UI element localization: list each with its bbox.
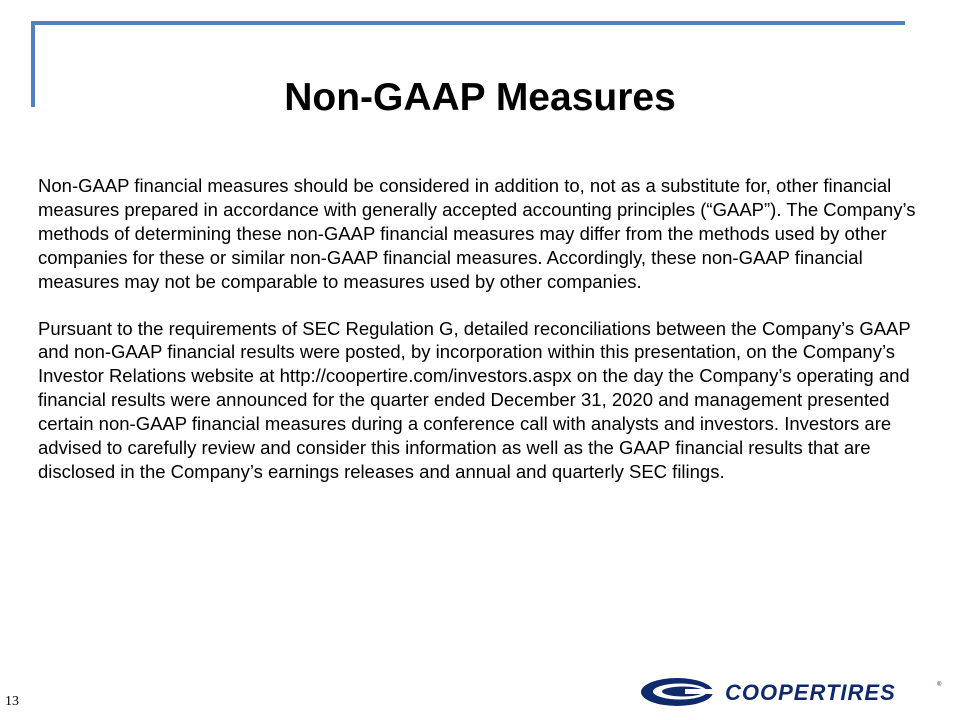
frame-top-line <box>31 21 905 25</box>
paragraph-non-gaap-definition: Non-GAAP financial measures should be considered in addition to, not as a substitute for, other financial measures prepared in accordance with generally accepted accounting principles (“GAAP”). The Company’s methods of determining these non-GAAP financial measures may differ from the methods used by other companies for these or similar non-GAAP financial measures. Accordingly, these non-GAAP financial measures may not be comparable to measures used by other companies. <box>38 175 916 292</box>
registered-mark: ® <box>937 682 942 688</box>
slide-body <box>38 174 922 507</box>
cooper-tires-logo <box>639 676 944 708</box>
slide-title: Non-GAAP Measures <box>284 76 676 119</box>
cooper-tires-logo-svg <box>639 676 944 708</box>
page-number: 13 <box>5 694 19 709</box>
cooper-swoosh-icon <box>641 678 715 706</box>
logo-wordmark: COOPERTIRES <box>725 680 896 705</box>
paragraph-regulation-g: Pursuant to the requirements of SEC Regulation G, detailed reconciliations between the Company’s GAAP and non-GAAP financial results were posted, by incorporation within this presentation, on the Company’s Investor Relations website at http://coopertire.com/investors.aspx on the day the Company’s operating and financial results were announced for the quarter ended December 31, 2020 and management presented certain non-GAAP financial measures during a conference call with analysts and investors. Investors are advised to carefully review and consider this information as well as the GAAP financial results that are disclosed in the Company’s earnings releases and annual and quarterly SEC filings. <box>38 317 911 482</box>
